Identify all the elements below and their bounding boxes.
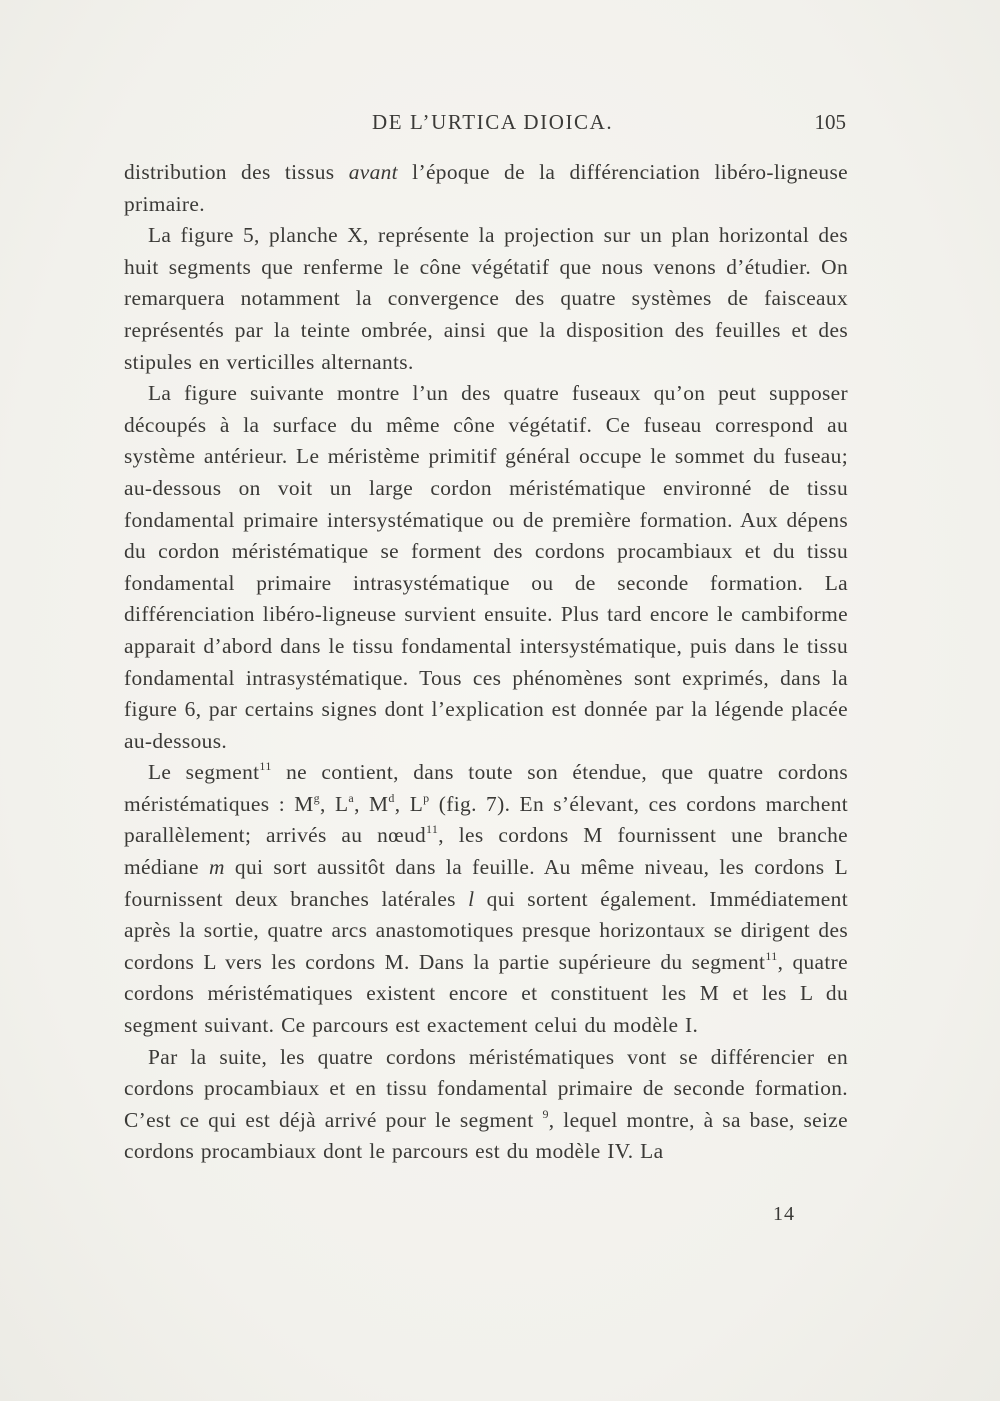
text-run: ne contient, dans toute son étendue, que quatre cordons méristématiques : M bbox=[124, 760, 848, 816]
paragraph bbox=[124, 220, 848, 378]
italic-text: avant bbox=[348, 160, 398, 184]
superscript: a bbox=[348, 790, 355, 805]
signature-mark: 14 bbox=[773, 1203, 795, 1225]
running-head: DE L’URTICA DIOICA. bbox=[372, 110, 614, 134]
superscript: g bbox=[313, 790, 320, 805]
text-run: l’époque de la différenciation libéro-ligneuse primaire. bbox=[124, 160, 848, 216]
text-run: distribution des tissus bbox=[124, 160, 349, 184]
superscript: 11 bbox=[765, 948, 778, 963]
paragraph bbox=[124, 1042, 848, 1168]
italic-text: l bbox=[468, 886, 475, 911]
text-run: La figure 5, planche X, représente la projection sur un plan horizontal des huit segments que renferme le cône végétatif que nous venons d’étudier. On remarquera notamment la convergence des quatre systèmes de faisceaux représentés par la teinte ombrée, ainsi que la disposition des feuilles et des stipules en verticilles alternants. bbox=[124, 223, 848, 374]
text-run: , lequel montre, à sa base, seize cordons procambiaux dont le parcours est du modèle IV. La bbox=[124, 1107, 848, 1164]
text-run: Le segment bbox=[148, 760, 260, 785]
paragraph bbox=[124, 378, 848, 757]
superscript: 11 bbox=[259, 759, 272, 774]
body-text bbox=[124, 157, 848, 1168]
text-run: , L bbox=[320, 791, 349, 816]
text-run: , L bbox=[394, 791, 424, 816]
paragraph bbox=[124, 157, 848, 220]
italic-text: m bbox=[209, 855, 225, 880]
text-run: , les cordons M fournissent une branche médiane bbox=[124, 823, 848, 880]
text-run: Par la suite, les quatre cordons méristématiques vont se différencier en cordons procambiaux et en tissu fondamental primaire de seconde formation. C’est ce qui est déjà arrivé pour le segment bbox=[124, 1044, 848, 1132]
text-run: qui sortent également. Immédiatement après la sortie, quatre arcs anastomotiques presque horizontaux se dirigent des cordons L vers les cordons M. Dans la partie supérieure du segment bbox=[124, 886, 848, 974]
text-run: (fig. 7). En s’élevant, ces cordons marchent parallèlement; arrivés au nœud bbox=[124, 791, 849, 848]
paragraph bbox=[124, 757, 848, 1041]
text-run: qui sort aussitôt dans la feuille. Au même niveau, les cordons L fournissent deux branches latérales bbox=[124, 855, 848, 911]
text-run: , quatre cordons méristématiques existent encore et constituent les M et les L du segment suivant. Ce parcours est exactement celui du modèle I. bbox=[124, 949, 848, 1038]
superscript: 11 bbox=[426, 822, 439, 837]
superscript: d bbox=[388, 790, 395, 805]
superscript: 9 bbox=[542, 1106, 549, 1121]
superscript: p bbox=[423, 790, 430, 805]
text-run: , M bbox=[354, 791, 389, 816]
text-run: La figure suivante montre l’un des quatre fuseaux qu’on peut supposer découpés à la surface du même cône végétatif. Ce fuseau correspond au système antérieur. Le méristème primitif général occupe le sommet du fuseau; au-dessous on voit un large cordon méristématique environné de tissu fondamental primaire intersystématique ou de première formation. Aux dépens du cordon méristématique se forment des cordons procambiaux et du tissu fondamental primaire intrasystématique ou de seconde formation. La différenciation libéro-ligneuse survient ensuite. Plus tard encore le cambiforme apparait d’abord dans le tissu fondamental intersystématique, puis dans le tissu fondamental intrasystématique. Tous ces phénomènes sont exprimés, dans la figure 6, par certains signes dont l’explication est donnée par la légende placée au-dessous. bbox=[124, 381, 848, 753]
page-header bbox=[124, 110, 846, 140]
page-number: 105 bbox=[814, 110, 846, 134]
